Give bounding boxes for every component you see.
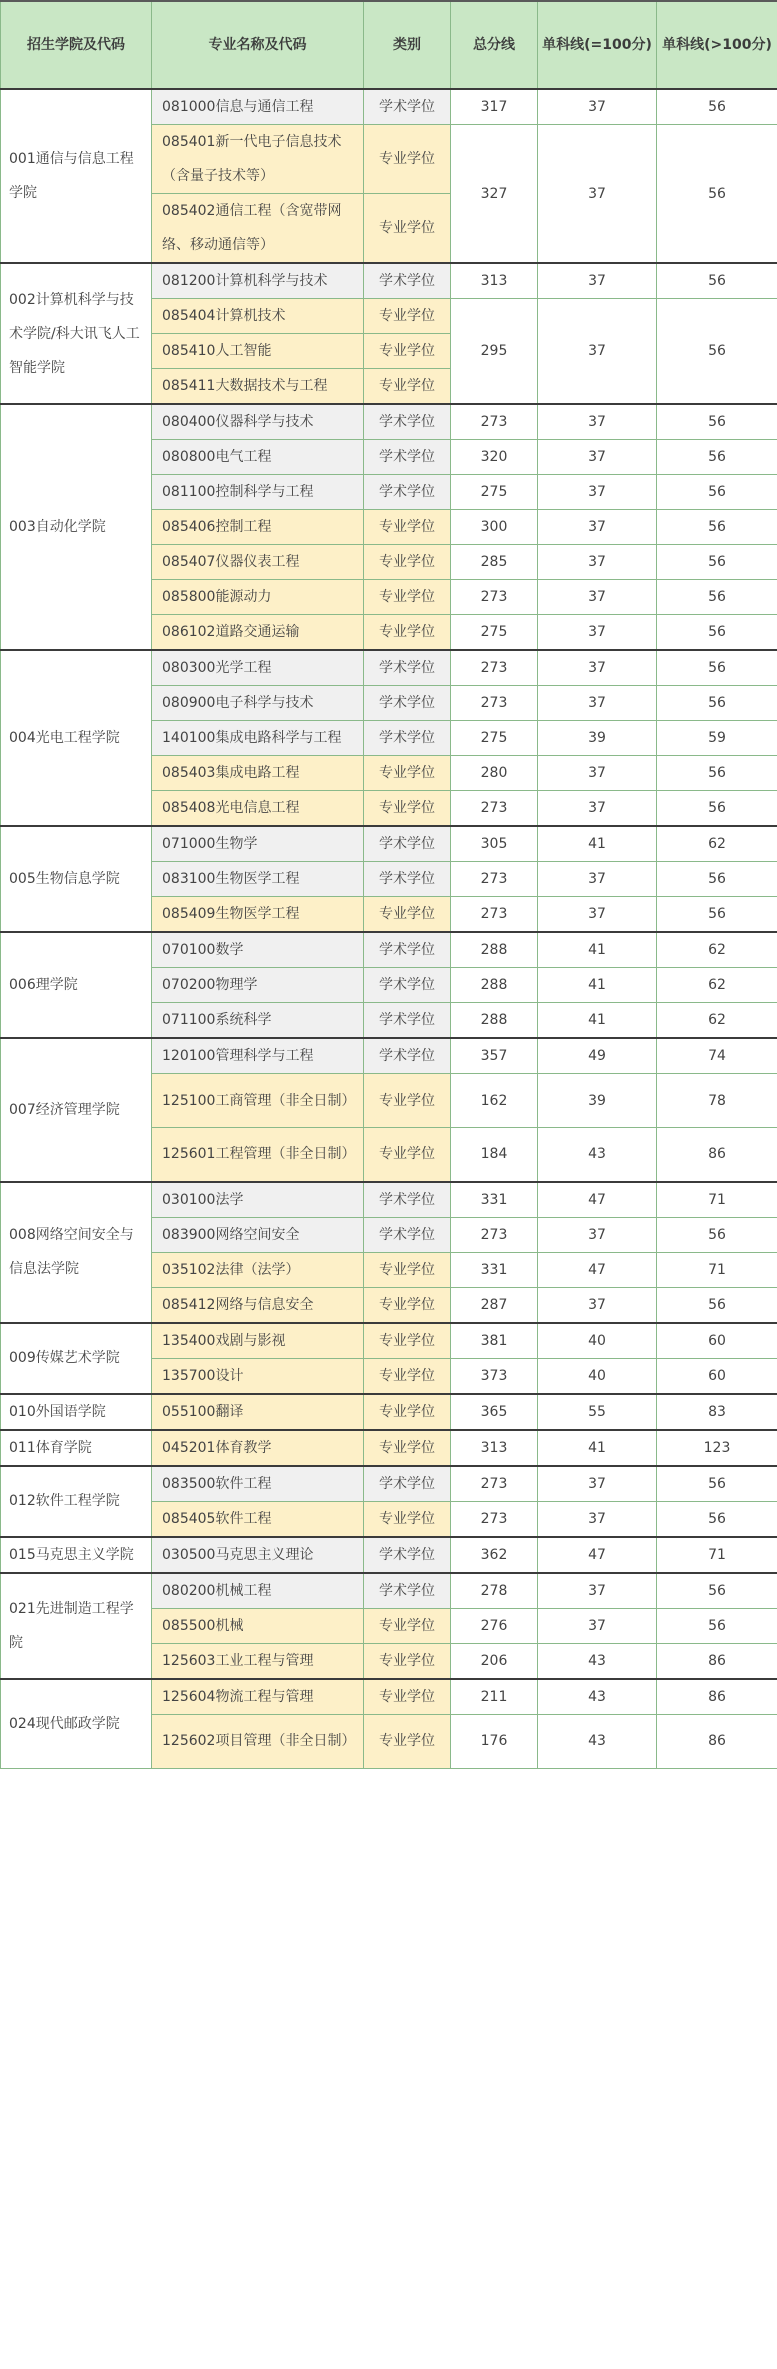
- single-gt100-cell: 56: [657, 125, 777, 264]
- table-row: [1, 932, 777, 968]
- single-gt100-cell: 56: [657, 897, 777, 933]
- major-cell: 085800能源动力: [152, 580, 364, 615]
- category-cell: 学术学位: [364, 263, 451, 299]
- college-cell: 001通信与信息工程学院: [1, 89, 152, 263]
- single-le100-cell: 37: [538, 1466, 657, 1502]
- major-cell: 030500马克思主义理论: [152, 1537, 364, 1573]
- total-score-cell: 162: [451, 1074, 538, 1128]
- category-cell: 专业学位: [364, 369, 451, 405]
- major-cell: 055100翻译: [152, 1394, 364, 1430]
- category-cell: 专业学位: [364, 510, 451, 545]
- single-le100-cell: 47: [538, 1252, 657, 1287]
- total-score-cell: 305: [451, 826, 538, 862]
- total-score-cell: 300: [451, 510, 538, 545]
- table-row: [1, 1679, 777, 1715]
- major-cell: 085409生物医学工程: [152, 897, 364, 933]
- category-cell: 专业学位: [364, 756, 451, 791]
- single-gt100-cell: 86: [657, 1643, 777, 1679]
- category-cell: 专业学位: [364, 1252, 451, 1287]
- total-score-cell: 275: [451, 615, 538, 651]
- category-cell: 学术学位: [364, 89, 451, 125]
- single-le100-cell: 37: [538, 1573, 657, 1609]
- category-cell: 学术学位: [364, 686, 451, 721]
- college-cell: 009传媒艺术学院: [1, 1323, 152, 1394]
- single-le100-cell: 40: [538, 1358, 657, 1394]
- college-cell: 010外国语学院: [1, 1394, 152, 1430]
- major-cell: 085406控制工程: [152, 510, 364, 545]
- table-row: [1, 1537, 777, 1573]
- category-cell: 学术学位: [364, 440, 451, 475]
- college-cell: 003自动化学院: [1, 404, 152, 650]
- major-cell: 085500机械: [152, 1608, 364, 1643]
- major-cell: 085412网络与信息安全: [152, 1287, 364, 1323]
- total-score-cell: 273: [451, 862, 538, 897]
- header-single-le100: 单科线(=100分): [538, 1, 657, 89]
- single-gt100-cell: 60: [657, 1358, 777, 1394]
- total-score-cell: 373: [451, 1358, 538, 1394]
- major-cell: 081100控制科学与工程: [152, 475, 364, 510]
- total-score-cell: 295: [451, 299, 538, 405]
- total-score-cell: 278: [451, 1573, 538, 1609]
- college-cell: 024现代邮政学院: [1, 1679, 152, 1769]
- category-cell: 专业学位: [364, 580, 451, 615]
- single-le100-cell: 37: [538, 475, 657, 510]
- single-gt100-cell: 56: [657, 1608, 777, 1643]
- major-cell: 080900电子科学与技术: [152, 686, 364, 721]
- total-score-cell: 211: [451, 1679, 538, 1715]
- college-cell: 004光电工程学院: [1, 650, 152, 826]
- single-le100-cell: 37: [538, 545, 657, 580]
- single-gt100-cell: 56: [657, 1501, 777, 1537]
- category-cell: 专业学位: [364, 1679, 451, 1715]
- single-gt100-cell: 83: [657, 1394, 777, 1430]
- total-score-cell: 285: [451, 545, 538, 580]
- major-cell: 125100工商管理（非全日制）: [152, 1074, 364, 1128]
- total-score-cell: 320: [451, 440, 538, 475]
- category-cell: 学术学位: [364, 404, 451, 440]
- table-row: [1, 404, 777, 440]
- major-cell: 125604物流工程与管理: [152, 1679, 364, 1715]
- category-cell: 学术学位: [364, 1217, 451, 1252]
- single-le100-cell: 37: [538, 89, 657, 125]
- table-row: [1, 1466, 777, 1502]
- college-cell: 005生物信息学院: [1, 826, 152, 932]
- single-le100-cell: 37: [538, 580, 657, 615]
- major-cell: 080300光学工程: [152, 650, 364, 686]
- total-score-cell: 273: [451, 650, 538, 686]
- single-le100-cell: 41: [538, 968, 657, 1003]
- single-le100-cell: 37: [538, 125, 657, 264]
- category-cell: 专业学位: [364, 1287, 451, 1323]
- major-cell: 085401新一代电子信息技术（含量子技术等）: [152, 125, 364, 194]
- total-score-cell: 273: [451, 791, 538, 827]
- single-gt100-cell: 62: [657, 1003, 777, 1039]
- total-score-cell: 280: [451, 756, 538, 791]
- category-cell: 专业学位: [364, 1501, 451, 1537]
- single-le100-cell: 37: [538, 299, 657, 405]
- header-college: 招生学院及代码: [1, 1, 152, 89]
- total-score-cell: 184: [451, 1128, 538, 1182]
- total-score-cell: 331: [451, 1252, 538, 1287]
- category-cell: 学术学位: [364, 721, 451, 756]
- total-score-cell: 365: [451, 1394, 538, 1430]
- college-cell: 002计算机科学与技术学院/科大讯飞人工智能学院: [1, 263, 152, 404]
- single-gt100-cell: 71: [657, 1252, 777, 1287]
- total-score-cell: 357: [451, 1038, 538, 1074]
- total-score-cell: 331: [451, 1182, 538, 1218]
- category-cell: 专业学位: [364, 125, 451, 194]
- category-cell: 学术学位: [364, 1182, 451, 1218]
- category-cell: 专业学位: [364, 1128, 451, 1182]
- single-le100-cell: 49: [538, 1038, 657, 1074]
- single-le100-cell: 55: [538, 1394, 657, 1430]
- major-cell: 045201体育教学: [152, 1430, 364, 1466]
- major-cell: 081200计算机科学与技术: [152, 263, 364, 299]
- major-cell: 080800电气工程: [152, 440, 364, 475]
- category-cell: 学术学位: [364, 1573, 451, 1609]
- category-cell: 专业学位: [364, 1394, 451, 1430]
- major-cell: 085402通信工程（含宽带网络、移动通信等）: [152, 194, 364, 264]
- category-cell: 专业学位: [364, 1608, 451, 1643]
- category-cell: 学术学位: [364, 1466, 451, 1502]
- major-cell: 070200物理学: [152, 968, 364, 1003]
- single-gt100-cell: 56: [657, 615, 777, 651]
- total-score-cell: 275: [451, 475, 538, 510]
- single-gt100-cell: 86: [657, 1128, 777, 1182]
- single-le100-cell: 37: [538, 1287, 657, 1323]
- single-gt100-cell: 56: [657, 791, 777, 827]
- single-gt100-cell: 123: [657, 1430, 777, 1466]
- single-le100-cell: 41: [538, 826, 657, 862]
- single-gt100-cell: 59: [657, 721, 777, 756]
- category-cell: 学术学位: [364, 1003, 451, 1039]
- major-cell: 080400仪器科学与技术: [152, 404, 364, 440]
- major-cell: 071100系统科学: [152, 1003, 364, 1039]
- single-le100-cell: 37: [538, 650, 657, 686]
- single-le100-cell: 37: [538, 510, 657, 545]
- total-score-cell: 275: [451, 721, 538, 756]
- category-cell: 学术学位: [364, 650, 451, 686]
- major-cell: 085410人工智能: [152, 334, 364, 369]
- table-row: [1, 89, 777, 125]
- single-gt100-cell: 56: [657, 1287, 777, 1323]
- category-cell: 专业学位: [364, 194, 451, 264]
- table-row: [1, 263, 777, 299]
- category-cell: 学术学位: [364, 932, 451, 968]
- total-score-cell: 288: [451, 1003, 538, 1039]
- category-cell: 专业学位: [364, 1074, 451, 1128]
- college-cell: 011体育学院: [1, 1430, 152, 1466]
- major-cell: 081000信息与通信工程: [152, 89, 364, 125]
- college-cell: 015马克思主义学院: [1, 1537, 152, 1573]
- single-le100-cell: 37: [538, 791, 657, 827]
- major-cell: 085408光电信息工程: [152, 791, 364, 827]
- total-score-cell: 288: [451, 932, 538, 968]
- category-cell: 专业学位: [364, 615, 451, 651]
- single-gt100-cell: 62: [657, 968, 777, 1003]
- total-score-cell: 176: [451, 1714, 538, 1768]
- major-cell: 125601工程管理（非全日制）: [152, 1128, 364, 1182]
- single-gt100-cell: 56: [657, 263, 777, 299]
- single-le100-cell: 39: [538, 1074, 657, 1128]
- table-row: [1, 1394, 777, 1430]
- single-gt100-cell: 56: [657, 1466, 777, 1502]
- single-gt100-cell: 78: [657, 1074, 777, 1128]
- header-major: 专业名称及代码: [152, 1, 364, 89]
- total-score-cell: 273: [451, 404, 538, 440]
- college-cell: 006理学院: [1, 932, 152, 1038]
- single-gt100-cell: 62: [657, 932, 777, 968]
- single-le100-cell: 40: [538, 1323, 657, 1359]
- single-gt100-cell: 56: [657, 545, 777, 580]
- table-row: [1, 1182, 777, 1218]
- category-cell: 专业学位: [364, 791, 451, 827]
- single-gt100-cell: 74: [657, 1038, 777, 1074]
- major-cell: 083500软件工程: [152, 1466, 364, 1502]
- table-row: [1, 826, 777, 862]
- total-score-cell: 287: [451, 1287, 538, 1323]
- table-row: [1, 650, 777, 686]
- single-le100-cell: 41: [538, 1430, 657, 1466]
- single-le100-cell: 43: [538, 1679, 657, 1715]
- table-row: [1, 1430, 777, 1466]
- single-gt100-cell: 56: [657, 650, 777, 686]
- single-le100-cell: 43: [538, 1643, 657, 1679]
- category-cell: 专业学位: [364, 1323, 451, 1359]
- header-single-gt100: 单科线(>100分): [657, 1, 777, 89]
- major-cell: 120100管理科学与工程: [152, 1038, 364, 1074]
- single-gt100-cell: 62: [657, 826, 777, 862]
- total-score-cell: 206: [451, 1643, 538, 1679]
- single-gt100-cell: 56: [657, 299, 777, 405]
- category-cell: 学术学位: [364, 1537, 451, 1573]
- single-gt100-cell: 56: [657, 89, 777, 125]
- single-le100-cell: 37: [538, 686, 657, 721]
- major-cell: 083900网络空间安全: [152, 1217, 364, 1252]
- single-le100-cell: 37: [538, 263, 657, 299]
- single-le100-cell: 37: [538, 897, 657, 933]
- major-cell: 083100生物医学工程: [152, 862, 364, 897]
- single-gt100-cell: 71: [657, 1182, 777, 1218]
- major-cell: 086102道路交通运输: [152, 615, 364, 651]
- table-row: [1, 1573, 777, 1609]
- single-le100-cell: 37: [538, 1608, 657, 1643]
- single-le100-cell: 47: [538, 1537, 657, 1573]
- major-cell: 085405软件工程: [152, 1501, 364, 1537]
- table-header: [1, 1, 777, 89]
- college-cell: 008网络空间安全与信息法学院: [1, 1182, 152, 1323]
- single-gt100-cell: 86: [657, 1714, 777, 1768]
- total-score-cell: 273: [451, 1466, 538, 1502]
- major-cell: 135400戏剧与影视: [152, 1323, 364, 1359]
- total-score-cell: 276: [451, 1608, 538, 1643]
- category-cell: 专业学位: [364, 1714, 451, 1768]
- category-cell: 学术学位: [364, 475, 451, 510]
- single-le100-cell: 47: [538, 1182, 657, 1218]
- single-gt100-cell: 71: [657, 1537, 777, 1573]
- major-cell: 070100数学: [152, 932, 364, 968]
- major-cell: 135700设计: [152, 1358, 364, 1394]
- single-le100-cell: 43: [538, 1128, 657, 1182]
- header-total: 总分线: [451, 1, 538, 89]
- single-gt100-cell: 56: [657, 475, 777, 510]
- single-gt100-cell: 56: [657, 1217, 777, 1252]
- major-cell: 085411大数据技术与工程: [152, 369, 364, 405]
- total-score-cell: 273: [451, 1217, 538, 1252]
- single-gt100-cell: 56: [657, 686, 777, 721]
- total-score-cell: 381: [451, 1323, 538, 1359]
- total-score-cell: 317: [451, 89, 538, 125]
- single-gt100-cell: 60: [657, 1323, 777, 1359]
- single-gt100-cell: 56: [657, 580, 777, 615]
- major-cell: 140100集成电路科学与工程: [152, 721, 364, 756]
- total-score-cell: 273: [451, 1501, 538, 1537]
- major-cell: 125602项目管理（非全日制）: [152, 1714, 364, 1768]
- category-cell: 学术学位: [364, 968, 451, 1003]
- single-gt100-cell: 56: [657, 510, 777, 545]
- single-le100-cell: 37: [538, 615, 657, 651]
- header-category: 类别: [364, 1, 451, 89]
- single-gt100-cell: 56: [657, 404, 777, 440]
- total-score-cell: 362: [451, 1537, 538, 1573]
- table-row: [1, 1038, 777, 1074]
- single-gt100-cell: 56: [657, 756, 777, 791]
- single-gt100-cell: 86: [657, 1679, 777, 1715]
- table-row: [1, 1323, 777, 1359]
- major-cell: 125603工业工程与管理: [152, 1643, 364, 1679]
- major-cell: 085404计算机技术: [152, 299, 364, 334]
- college-cell: 012软件工程学院: [1, 1466, 152, 1537]
- college-cell: 007经济管理学院: [1, 1038, 152, 1182]
- single-gt100-cell: 56: [657, 1573, 777, 1609]
- single-le100-cell: 37: [538, 1217, 657, 1252]
- total-score-cell: 273: [451, 897, 538, 933]
- major-cell: 085403集成电路工程: [152, 756, 364, 791]
- single-le100-cell: 37: [538, 440, 657, 475]
- category-cell: 专业学位: [364, 299, 451, 334]
- total-score-cell: 288: [451, 968, 538, 1003]
- category-cell: 专业学位: [364, 1358, 451, 1394]
- total-score-cell: 313: [451, 263, 538, 299]
- single-le100-cell: 43: [538, 1714, 657, 1768]
- category-cell: 专业学位: [364, 897, 451, 933]
- total-score-cell: 273: [451, 686, 538, 721]
- college-cell: 021先进制造工程学院: [1, 1573, 152, 1679]
- major-cell: 085407仪器仪表工程: [152, 545, 364, 580]
- category-cell: 专业学位: [364, 545, 451, 580]
- category-cell: 专业学位: [364, 1430, 451, 1466]
- single-le100-cell: 41: [538, 1003, 657, 1039]
- single-le100-cell: 41: [538, 932, 657, 968]
- single-le100-cell: 39: [538, 721, 657, 756]
- single-le100-cell: 37: [538, 756, 657, 791]
- category-cell: 学术学位: [364, 1038, 451, 1074]
- table-body: [1, 89, 777, 1768]
- single-gt100-cell: 56: [657, 440, 777, 475]
- total-score-cell: 327: [451, 125, 538, 264]
- major-cell: 080200机械工程: [152, 1573, 364, 1609]
- major-cell: 030100法学: [152, 1182, 364, 1218]
- total-score-cell: 273: [451, 580, 538, 615]
- total-score-cell: 313: [451, 1430, 538, 1466]
- single-gt100-cell: 56: [657, 862, 777, 897]
- major-cell: 035102法律（法学）: [152, 1252, 364, 1287]
- category-cell: 学术学位: [364, 862, 451, 897]
- category-cell: 专业学位: [364, 334, 451, 369]
- single-le100-cell: 37: [538, 1501, 657, 1537]
- major-cell: 071000生物学: [152, 826, 364, 862]
- single-le100-cell: 37: [538, 404, 657, 440]
- category-cell: 专业学位: [364, 1643, 451, 1679]
- single-le100-cell: 37: [538, 862, 657, 897]
- category-cell: 学术学位: [364, 826, 451, 862]
